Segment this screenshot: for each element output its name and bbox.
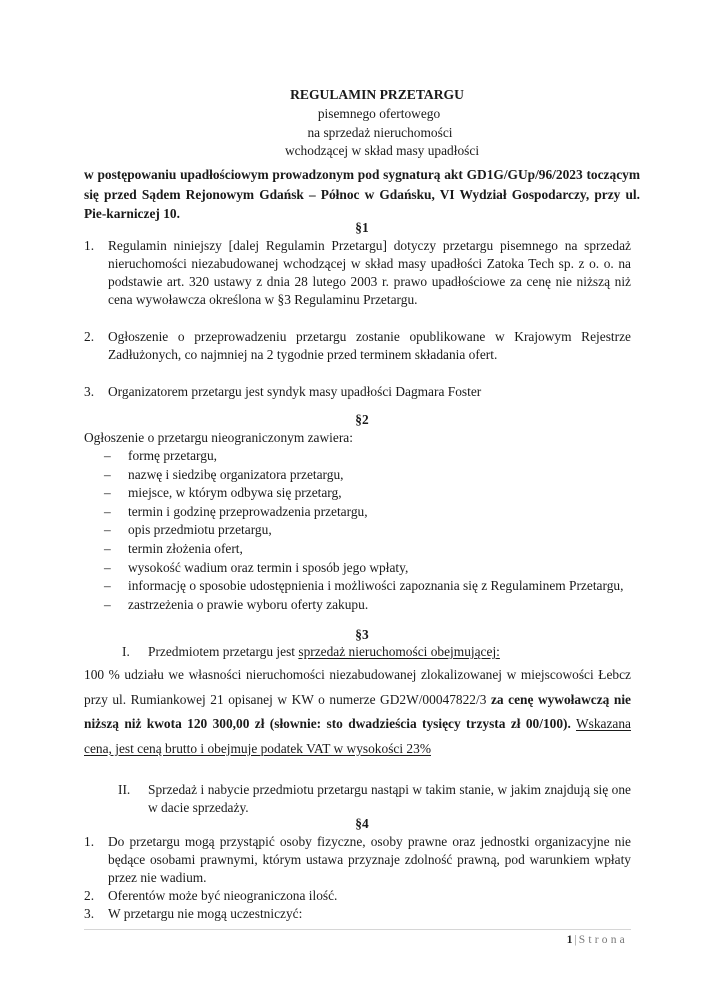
item-number: 2.: [84, 888, 95, 903]
footer-separator: |: [574, 934, 577, 946]
subtitle-line: pisemnego ofertowego: [317, 106, 441, 121]
point-text: Sprzedaż i nabycie przedmiotu przetargu nastąpi w takim stanie, w jakim znajdują się one w dacie sprzedaży.: [148, 782, 631, 815]
item-text: Ogłoszenie o przeprowadzeniu przetargu zostanie opublikowane w Krajowym Rejestrze Zadłużonych, co najmniej na 2 tygodnie przed terminem składania ofert.: [108, 329, 631, 362]
section-heading-4: §4: [355, 816, 369, 831]
roman-numeral: I.: [122, 644, 130, 659]
list-item: [104, 577, 634, 596]
document-title: REGULAMIN PRZETARGU: [290, 87, 464, 102]
list-item: [84, 237, 631, 309]
dash-bullet: –: [104, 522, 111, 538]
roman-numeral: II.: [118, 782, 131, 797]
list-item: [84, 383, 631, 401]
section-heading-1: §1: [355, 220, 369, 235]
section-2-dash-list: [104, 447, 634, 614]
item-text: wysokość wadium oraz termin i sposób jego wpłaty,: [128, 559, 409, 575]
list-item: [84, 833, 631, 887]
point-text: [148, 643, 631, 661]
subtitle-line: wchodzącej w skład masy upadłości: [284, 143, 480, 158]
item-text: termin i godzinę przeprowadzenia przetargu,: [128, 503, 368, 519]
item-text: termin złożenia ofert,: [128, 540, 243, 556]
list-item: [104, 540, 634, 559]
section-1-list: [84, 237, 631, 401]
item-number: 3.: [84, 384, 95, 399]
starting-price-text: za cenę wywoławczą nie niższą niż kwota 120 300,00 zł (słownie: sto dwadzieścia tysięcy trzysta zł 00/100).: [84, 691, 631, 731]
list-item: [84, 328, 631, 364]
item-number: 2.: [84, 329, 95, 344]
subtitle-line: na sprzedaż nieruchomości: [307, 124, 453, 140]
section-heading-2: §2: [355, 412, 369, 427]
property-description: [84, 663, 631, 761]
item-number: 3.: [84, 906, 95, 921]
dash-bullet: –: [104, 540, 111, 556]
dash-bullet: –: [104, 466, 111, 482]
dash-bullet: –: [104, 485, 111, 501]
list-item: [104, 447, 634, 466]
item-text: W przetargu nie mogą uczestniczyć:: [108, 906, 303, 921]
item-text: Do przetargu mogą przystąpić osoby fizyczne, osoby prawne oraz jednostki organizacyjne nie będące osobami prawnymi, którym ustawa przyznaje zdolność prawną, pod warunkiem wpłaty przez nie wadium.: [108, 834, 631, 885]
point-text-plain: Przedmiotem przetargu jest: [148, 644, 299, 659]
point-text-underlined: sprzedaż nieruchomości obejmującej:: [298, 644, 500, 659]
dash-bullet: –: [104, 596, 111, 612]
dash-bullet: –: [104, 503, 111, 519]
footer-divider: [84, 929, 631, 930]
dash-bullet: –: [104, 559, 111, 575]
item-text: Organizatorem przetargu jest syndyk masy upadłości Dagmara Foster: [108, 384, 482, 399]
title-block: [84, 86, 640, 161]
item-text: Oferentów może być nieograniczona ilość.: [108, 888, 338, 903]
section-heading-3: §3: [355, 627, 369, 642]
item-number: 1.: [84, 834, 95, 849]
page-number: 1: [566, 934, 573, 946]
section-3-point-2: [118, 781, 631, 817]
list-item: [104, 484, 634, 503]
item-text: Regulamin niniejszy [dalej Regulamin Przetargu] dotyczy przetargu pisemnego na sprzedaż nieruchomości niezabudowanej wchodzącej w skład masy upadłości Zatoka Tech sp. z o. o. na podstawie art. 320 ustawy z dnia 28 lutego 2003 r. prawo upadłościowe za cenę nie niższą niż cena wywoławcza określona w §3 Regulaminu Przetargu.: [108, 238, 631, 307]
item-text: zastrzeżenia o prawie wyboru oferty zakupu.: [128, 596, 369, 612]
vat-note: Wskazana cena, jest ceną brutto i obejmuje podatek VAT w wysokości 23%: [84, 716, 631, 756]
section-4-list: [84, 833, 631, 923]
item-number: 1.: [84, 238, 95, 253]
list-item: [84, 905, 631, 923]
page-label: Strona: [578, 934, 628, 946]
item-text: nazwę i siedzibę organizatora przetargu,: [128, 466, 344, 482]
item-text: opis przedmiotu przetargu,: [128, 522, 272, 538]
dash-bullet: –: [104, 578, 111, 594]
property-text: 100 % udziału we własności nieruchomości niezabudowanej zlokalizowanej w miejscowości Łebcz przy ul. Rumiankowej 21 opisanej w KW o numerze GD2W/00047822/3: [84, 667, 631, 707]
proceedings-intro: w postępowaniu upadłościowym prowadzonym pod sygnaturą akt GD1G/GUp/96/2023 toczącym się przed Sądem Rejonowym Gdańsk – Północ w Gdańsku, VI Wydział Gospodarczy, przy ul. Pie-karniczej 10.: [84, 167, 640, 221]
page-footer: [480, 931, 628, 949]
section-2-intro: Ogłoszenie o przetargu nieograniczonym zawiera:: [84, 430, 353, 445]
item-text: miejsce, w którym odbywa się przetarg,: [128, 485, 342, 501]
list-item: [104, 466, 634, 485]
list-item: [84, 887, 631, 905]
dash-bullet: –: [104, 448, 111, 463]
list-item: [104, 503, 634, 522]
list-item: [104, 596, 634, 615]
list-item: [104, 559, 634, 578]
section-3-point-1: [122, 643, 631, 661]
item-text: formę przetargu,: [128, 448, 217, 463]
item-text: informację o sposobie udostępnienia i możliwości zapoznania się z Regulaminem Przetargu,: [128, 578, 624, 594]
list-item: [104, 521, 634, 540]
